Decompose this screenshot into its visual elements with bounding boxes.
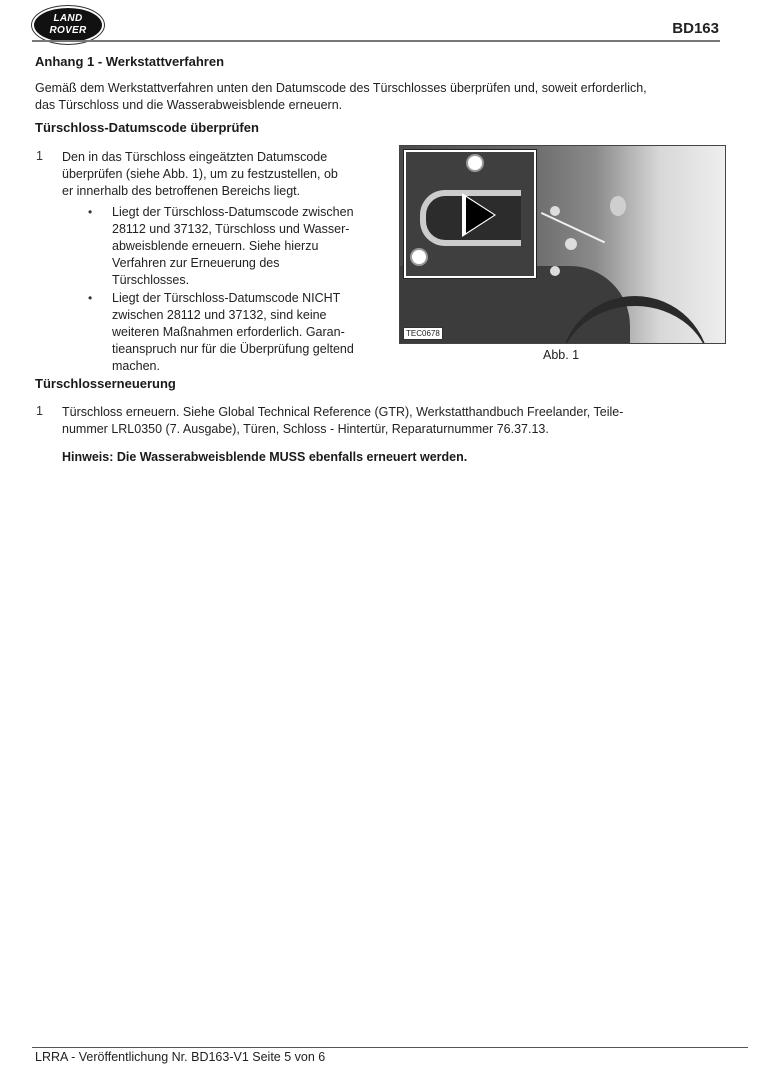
- door-lock-photo: [399, 145, 726, 344]
- header-divider: [32, 40, 720, 42]
- photo-hole: [610, 196, 626, 216]
- bullet-line: Türschlosses.: [112, 273, 190, 287]
- photo-hole: [410, 248, 428, 266]
- arrow-icon: [466, 197, 494, 233]
- bullet-line: Liegt der Türschloss-Datumscode zwischen: [112, 205, 354, 219]
- step-line: er innerhalb des betroffenen Bereichs liegt.: [62, 184, 301, 198]
- bullet-icon: •: [88, 291, 93, 305]
- step-text: [62, 149, 392, 200]
- step-line: Türschloss erneuern. Siehe Global Technical Reference (GTR), Werkstatthandbuch Freelander, Teile-: [62, 405, 624, 419]
- bullet-line: zwischen 28112 und 37132, sind keine: [112, 308, 327, 322]
- step-number: 1: [36, 149, 43, 163]
- section-title-appendix: Anhang 1 - Werkstattverfahren: [35, 54, 225, 69]
- bullet-line: tieanspruch nur für die Überprüfung geltend: [112, 342, 354, 356]
- bullet-line: weiteren Maßnahmen erforderlich. Garan-: [112, 325, 345, 339]
- logo-line-1: LAND: [53, 13, 83, 24]
- section-title-date-code-check: Türschloss-Datumscode überprüfen: [35, 120, 259, 135]
- step-line: überprüfen (siehe Abb. 1), um zu festzustellen, ob: [62, 167, 338, 181]
- bullet-icon: •: [88, 205, 93, 219]
- bullet-line: machen.: [112, 359, 160, 373]
- intro-paragraph: [35, 80, 735, 114]
- bullet-line: 28112 und 37132, Türschloss und Wasser-: [112, 222, 350, 236]
- figure-image-label: TEC0678: [403, 327, 443, 340]
- document-id: BD163: [672, 20, 719, 37]
- intro-line: Gemäß dem Werkstattverfahren unten den Datumscode des Türschlosses überprüfen und, soweit erforderlich,: [35, 81, 647, 95]
- bullet-line: Liegt der Türschloss-Datumscode NICHT: [112, 291, 341, 305]
- logo-line-2: ROVER: [49, 25, 87, 36]
- footer-divider: [32, 1047, 748, 1048]
- detail-inset: [404, 150, 536, 278]
- bullet-line: abweisblende erneuern. Siehe hierzu: [112, 239, 319, 253]
- photo-hole: [550, 266, 560, 276]
- section-title-lock-replacement: Türschlosserneuerung: [35, 376, 176, 391]
- bullet-line: Verfahren zur Erneuerung des: [112, 256, 280, 270]
- step-text: [62, 404, 742, 438]
- figure-caption: Abb. 1: [543, 348, 580, 362]
- footer-text: LRRA - Veröffentlichung Nr. BD163-V1 Seite 5 von 6: [35, 1050, 326, 1064]
- intro-line: das Türschloss und die Wasserabweisblende erneuern.: [35, 98, 343, 112]
- step-number: 1: [36, 404, 43, 418]
- step-line: Den in das Türschloss eingeätzten Datumscode: [62, 150, 328, 164]
- bullet-item: [112, 204, 397, 289]
- photo-hole: [466, 154, 484, 172]
- note: Hinweis: Die Wasserabweisblende MUSS ebenfalls erneuert werden.: [62, 450, 468, 464]
- bullet-item: [112, 290, 397, 375]
- step-line: nummer LRL0350 (7. Ausgabe), Türen, Schloss - Hintertür, Reparaturnummer 76.37.13.: [62, 422, 549, 436]
- land-rover-logo: [32, 6, 104, 44]
- photo-hole: [550, 206, 560, 216]
